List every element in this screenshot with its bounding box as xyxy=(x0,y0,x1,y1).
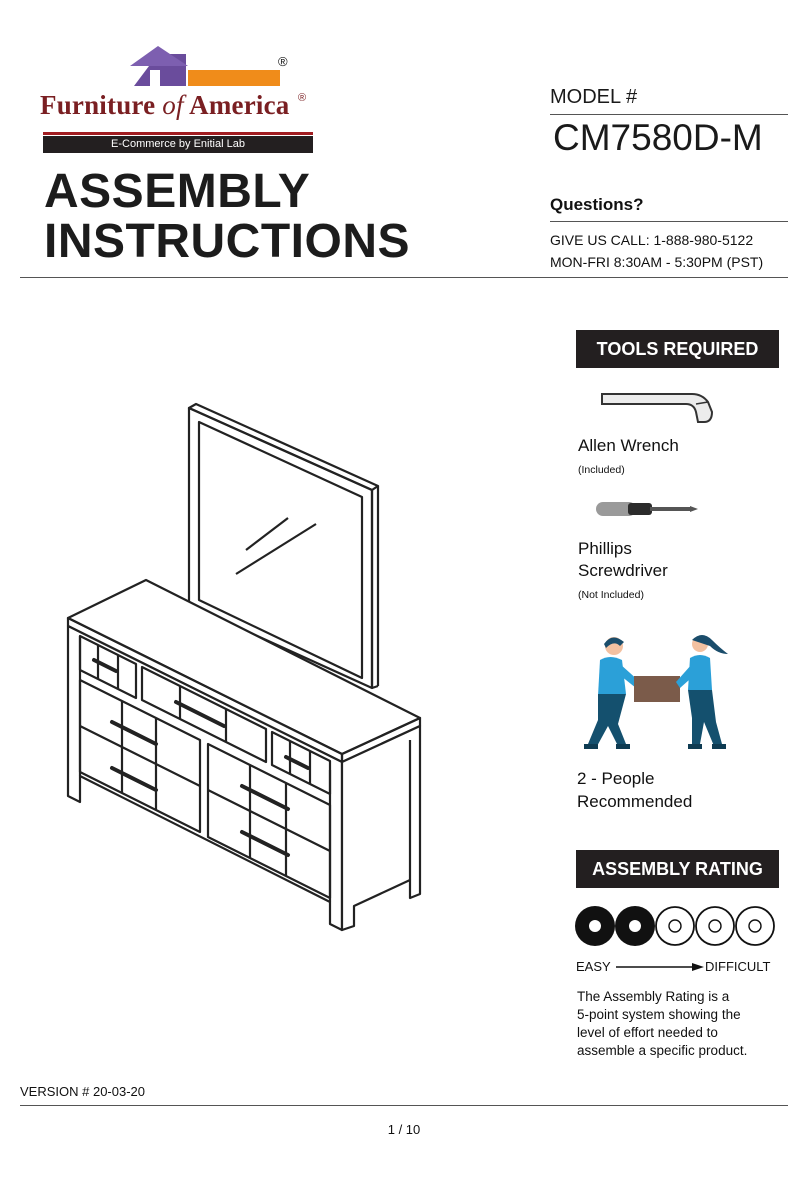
registered-mark: ® xyxy=(278,54,288,69)
header-divider xyxy=(20,277,788,278)
rating-desc-line2: 5-point system showing the xyxy=(577,1007,741,1022)
registered-mark-small: ® xyxy=(298,92,307,104)
tagline-accent xyxy=(43,132,313,135)
rating-desc-line3: level of effort needed to xyxy=(577,1025,718,1040)
tools-required-heading: TOOLS REQUIRED xyxy=(576,330,779,368)
screwdriver-label xyxy=(578,538,668,582)
title-line-1: ASSEMBLY xyxy=(44,165,311,218)
questions-label: Questions? xyxy=(550,195,644,214)
questions-divider xyxy=(550,221,788,222)
easy-to-difficult-arrow-icon xyxy=(614,961,706,973)
model-label: MODEL # xyxy=(550,86,638,108)
rating-dot-5 xyxy=(736,907,774,945)
page-number: 1 / 10 xyxy=(387,1122,421,1137)
model-number: CM7580D-M xyxy=(553,117,763,158)
rating-dot-2 xyxy=(615,906,655,946)
people-line2: Recommended xyxy=(577,792,693,811)
house-logo-icon xyxy=(128,44,288,94)
easy-label: EASY xyxy=(576,959,611,974)
brand-logo xyxy=(40,44,315,164)
two-people-carrying-icon xyxy=(576,632,736,754)
people-line1: 2 - People xyxy=(577,769,655,788)
dresser-mirror-illustration xyxy=(60,400,430,935)
footer-divider xyxy=(20,1105,788,1106)
brand-name: Furniture of America xyxy=(40,90,290,120)
screwdriver-note: (Not Included) xyxy=(578,589,644,601)
rating-dot-4 xyxy=(696,907,734,945)
people-recommended-label xyxy=(577,767,692,813)
allen-wrench-note: (Included) xyxy=(578,464,625,476)
allen-wrench-label: Allen Wrench xyxy=(578,436,679,455)
title-line-2: INSTRUCTIONS xyxy=(44,215,410,268)
rating-dot-1 xyxy=(575,906,615,946)
rating-desc-line1: The Assembly Rating is a xyxy=(577,989,730,1004)
rating-description xyxy=(577,988,777,1060)
rating-dot-3 xyxy=(656,907,694,945)
allen-wrench-icon xyxy=(598,390,716,428)
screwdriver-label-line1: Phillips xyxy=(578,539,632,558)
difficult-label: DIFFICULT xyxy=(705,959,771,974)
rating-desc-line4: assemble a specific product. xyxy=(577,1043,748,1058)
brand-tagline: E-Commerce by Enitial Lab xyxy=(43,136,313,153)
screwdriver-label-line2: Screwdriver xyxy=(578,561,668,580)
hours-line: MON-FRI 8:30AM - 5:30PM (PST) xyxy=(550,254,764,270)
version-label: VERSION # 20-03-20 xyxy=(20,1084,146,1099)
assembly-rating-heading: ASSEMBLY RATING xyxy=(576,850,779,888)
phone-line: GIVE US CALL: 1-888-980-5122 xyxy=(550,232,754,248)
screwdriver-icon xyxy=(594,497,700,521)
model-divider xyxy=(550,114,788,115)
rating-dots xyxy=(574,903,780,949)
